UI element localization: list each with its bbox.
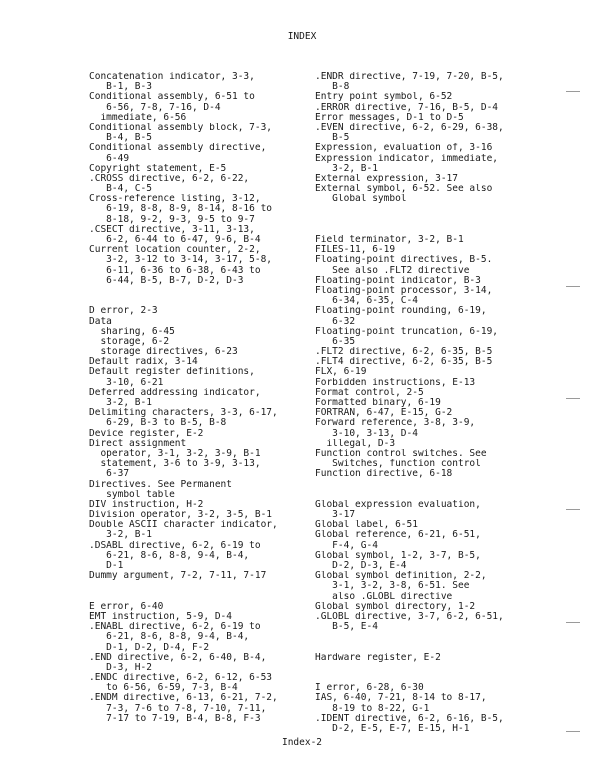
index-entry-line — [315, 204, 540, 214]
index-entry-line: symbol table — [89, 489, 175, 500]
index-entry-line: .ENDM directive, 6-13, 6-21, 7-2, — [89, 693, 278, 704]
index-entry-line: 3-2, 3-12 to 3-14, 3-17, 5-8, — [89, 255, 273, 266]
index-entry-line: Error messages, D-1 to D-5 — [315, 112, 464, 123]
index-entry-line: .CSECT directive, 3-11, 3-13, — [89, 224, 255, 235]
index-entry-line: FILES-11, 6-19 — [315, 245, 396, 256]
index-entry-line: .EVEN directive, 6-2, 6-29, 6-38, — [315, 122, 504, 133]
index-entry-line: FLX, 6-19 — [315, 367, 367, 378]
index-entry-line: .ENDC directive, 6-2, 6-12, 6-53 — [89, 673, 273, 684]
index-entry-line: .DSABL directive, 6-2, 6-19 to — [89, 540, 261, 551]
index-entry-line — [315, 480, 540, 490]
index-entry-line: Global symbol definition, 2-2, — [315, 571, 487, 582]
index-entry-line: .GLOBL directive, 3-7, 6-2, 6-51, — [315, 611, 504, 622]
index-entry-line: Switches, function control — [315, 459, 481, 470]
index-entry-line: 6-21, 8-6, 8-8, 9-4, B-4, — [89, 632, 250, 643]
index-entry-line — [315, 673, 540, 683]
index-entry-line: EMT instruction, 5-9, D-4 — [89, 611, 232, 622]
index-entry-line: Entry point symbol, 6-52 — [315, 92, 453, 103]
index-entry-line: illegal, D-3 — [315, 438, 396, 449]
index-entry-line: See also .FLT2 directive — [315, 265, 470, 276]
index-entry-line: Delimiting characters, 3-3, 6-17, — [89, 408, 278, 419]
index-entry-line: Field terminator, 3-2, B-1 — [315, 235, 464, 245]
index-entry-line: Global label, 6-51 — [315, 520, 418, 531]
index-entry-line: 6-44, B-5, B-7, D-2, D-3 — [89, 275, 244, 286]
index-entry-line: Deferred addressing indicator, — [89, 387, 261, 398]
index-entry-line: 6-56, 7-8, 7-16, D-4 — [89, 102, 221, 113]
index-entry-line: .END directive, 6-2, 6-40, B-4, — [89, 652, 267, 663]
index-entry-line: Hardware register, E-2 — [315, 652, 441, 663]
index-entry-line — [315, 663, 540, 673]
index-entry-line: 6-11, 6-36 to 6-38, 6-43 to — [89, 265, 261, 276]
index-entry-line: Floating-point indicator, B-3 — [315, 275, 481, 286]
index-entry-line — [315, 643, 540, 653]
index-entry-line: 8-18, 9-2, 9-3, 9-5 to 9-7 — [89, 214, 255, 225]
index-entry-line: FORTRAN, 6-47, E-15, G-2 — [315, 408, 453, 419]
index-entry-line: 6-19, 8-8, 8-9, 8-14, 8-16 to — [89, 204, 273, 215]
index-entry-line: Dummy argument, 7-2, 7-11, 7-17 — [89, 571, 267, 582]
index-entry-line: 3-10, 6-21 — [89, 377, 164, 388]
index-column-left — [89, 72, 314, 724]
index-entry-line — [315, 632, 540, 642]
margin-mark — [566, 622, 580, 623]
index-entry-line: Forbidden instructions, E-13 — [315, 377, 476, 388]
index-entry-line: Division operator, 3-2, 3-5, B-1 — [89, 510, 273, 521]
page-footer: Index-2 — [281, 737, 323, 748]
margin-mark — [566, 398, 580, 399]
index-entry-line: Direct assignment — [89, 438, 187, 449]
index-entry-line: to 6-56, 6-59, 7-3, B-4 — [89, 683, 238, 694]
index-entry-line: Function directive, 6-18 — [315, 469, 453, 480]
index-entry-line: External expression, 3-17 — [315, 173, 458, 184]
index-entry-line: Global expression evaluation, — [315, 499, 481, 510]
index-entry-line: 6-29, B-3 to B-5, B-8 — [89, 418, 227, 429]
index-entry-line — [315, 225, 540, 235]
index-entry-line: Conditional assembly directive, — [89, 143, 267, 154]
index-entry-line: D-3, H-2 — [89, 662, 152, 673]
index-entry-line — [89, 592, 314, 602]
index-entry-line: 3-2, B-1 — [89, 530, 152, 541]
index-entry-line: .ENDR directive, 7-19, 7-20, B-5, — [315, 72, 504, 82]
index-entry-line: 8-19 to 8-22, G-1 — [315, 703, 430, 714]
index-entry-line: B-5, E-4 — [315, 622, 378, 633]
index-entry-line: Forward reference, 3-8, 3-9, — [315, 418, 476, 429]
index-entry-line: 6-49 — [89, 153, 130, 164]
index-entry-line: B-8 — [315, 82, 350, 93]
index-entry-line: Global symbol — [315, 194, 407, 205]
index-entry-line: 7-3, 7-6 to 7-8, 7-10, 7-11, — [89, 703, 267, 714]
index-entry-line: Formatted binary, 6-19 — [315, 398, 441, 408]
index-entry-line: .FLT2 directive, 6-2, 6-35, B-5 — [315, 347, 493, 358]
index-entry-line: E error, 6-40 — [89, 601, 164, 612]
index-entry-line: D-2, E-5, E-7, E-15, H-1 — [315, 724, 470, 734]
index-entry-line: Format control, 2-5 — [315, 387, 424, 398]
index-entry-line: .ERROR directive, 7-16, B-5, D-4 — [315, 102, 499, 113]
index-entry-line: Expression indicator, immediate, — [315, 153, 499, 164]
index-entry-line: operator, 3-1, 3-2, 3-9, B-1 — [89, 448, 261, 459]
index-entry-line: IAS, 6-40, 7-21, 8-14 to 8-17, — [315, 693, 487, 704]
index-entry-line: Conditional assembly, 6-51 to — [89, 92, 255, 103]
index-entry-line: Global reference, 6-21, 6-51, — [315, 530, 481, 541]
index-entry-line: Function control switches. See — [315, 448, 487, 459]
index-entry-line: D-1, D-2, D-4, F-2 — [89, 642, 210, 653]
index-entry-line: sharing, 6-45 — [89, 326, 175, 337]
index-entry-line: D-2, D-3, E-4 — [315, 561, 407, 571]
index-entry-line — [315, 490, 540, 500]
index-entry-line: DIV instruction, H-2 — [89, 499, 204, 510]
index-entry-line: 3-10, 3-13, D-4 — [315, 428, 418, 439]
index-entry-line: Device register, E-2 — [89, 428, 204, 439]
index-entry-line: Default register definitions, — [89, 367, 255, 378]
index-entry-line: Concatenation indicator, 3-3, — [89, 72, 255, 82]
index-entry-line: Directives. See Permanent — [89, 479, 232, 490]
margin-mark — [566, 286, 580, 287]
index-entry-line: Conditional assembly block, 7-3, — [89, 122, 273, 133]
index-entry-line: 3-17 — [315, 510, 356, 521]
index-entry-line: .CROSS directive, 6-2, 6-22, — [89, 173, 250, 184]
index-entry-line: B-4, C-5 — [89, 184, 152, 195]
index-entry-line: Double ASCII character indicator, — [89, 520, 278, 531]
index-entry-line: D-1 — [89, 561, 124, 571]
index-entry-line: .ENABL directive, 6-2, 6-19 to — [89, 622, 261, 633]
index-entry-line — [89, 286, 314, 296]
index-entry-line: Floating-point rounding, 6-19, — [315, 306, 487, 317]
index-entry-line: B-1, B-3 — [89, 82, 152, 93]
index-entry-line — [89, 581, 314, 591]
index-entry-line: 3-1, 3-2, 3-8, 6-51. See — [315, 581, 470, 592]
index-entry-line: Default radix, 3-14 — [89, 357, 198, 368]
index-entry-line: B-4, B-5 — [89, 133, 152, 144]
index-entry-line: I error, 6-28, 6-30 — [315, 683, 424, 694]
index-entry-line: statement, 3-6 to 3-9, 3-13, — [89, 459, 261, 470]
index-entry-line: B-5 — [315, 133, 350, 144]
index-entry-line: Floating-point truncation, 6-19, — [315, 326, 499, 337]
index-column-right — [315, 72, 540, 734]
index-entry-line: Global symbol directory, 1-2 — [315, 601, 476, 612]
index-entry-line — [89, 296, 314, 306]
margin-mark — [566, 91, 580, 92]
index-entry-line: storage, 6-2 — [89, 336, 170, 347]
index-entry-line: 6-2, 6-44 to 6-47, 9-6, B-4 — [89, 235, 261, 245]
index-entry-line: Data — [89, 316, 112, 327]
index-entry-line: External symbol, 6-52. See also — [315, 184, 493, 195]
index-entry-line: Copyright statement, E-5 — [89, 163, 227, 174]
index-entry-line: immediate, 6-56 — [89, 112, 187, 123]
index-entry-line — [315, 215, 540, 225]
index-entry-line: also .GLOBL directive — [315, 591, 453, 602]
index-entry-line: Current location counter, 2-2, — [89, 245, 261, 256]
margin-mark — [566, 509, 580, 510]
index-entry-line: D error, 2-3 — [89, 306, 158, 317]
index-entry-line: Expression, evaluation of, 3-16 — [315, 143, 493, 154]
index-entry-line: Floating-point processor, 3-14, — [315, 285, 493, 296]
index-entry-line: Cross-reference listing, 3-12, — [89, 194, 261, 205]
index-entry-line: storage directives, 6-23 — [89, 347, 238, 358]
index-entry-line: 3-2, B-1 — [89, 398, 152, 408]
index-entry-line: 3-2, B-1 — [315, 163, 378, 174]
index-entry-line: Floating-point directives, B-5. — [315, 255, 493, 266]
index-entry-line: .IDENT directive, 6-2, 6-16, B-5, — [315, 713, 504, 724]
index-entry-line: 6-21, 8-6, 8-8, 9-4, B-4, — [89, 550, 250, 561]
index-entry-line: 6-37 — [89, 469, 130, 480]
index-entry-line: 6-34, 6-35, C-4 — [315, 296, 418, 307]
page-header: INDEX — [287, 31, 317, 42]
index-entry-line: 6-32 — [315, 316, 356, 327]
index-entry-line: Global symbol, 1-2, 3-7, B-5, — [315, 550, 481, 561]
index-entry-line: .FLT4 directive, 6-2, 6-35, B-5 — [315, 357, 493, 368]
index-entry-line: F-4, G-4 — [315, 540, 378, 551]
index-entry-line: 7-17 to 7-19, B-4, B-8, F-3 — [89, 713, 261, 724]
index-entry-line: 6-35 — [315, 336, 356, 347]
margin-mark — [566, 731, 580, 732]
